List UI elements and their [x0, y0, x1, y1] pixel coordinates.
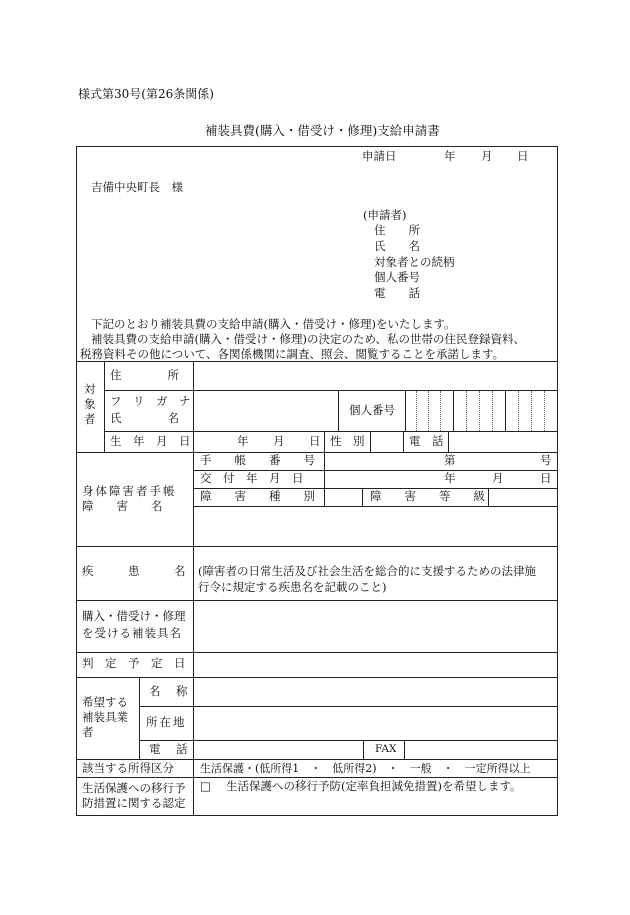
subject-phone-label: 電 話: [409, 434, 444, 448]
subject-label-2: 象: [84, 397, 96, 411]
disability-grade-label: 障 害 等 級: [370, 489, 485, 503]
birth-day: 日: [309, 434, 321, 448]
applicant-phone-label: 電 話: [374, 286, 420, 300]
vendor-label-2: 補装具業: [82, 710, 128, 724]
date-day: 日: [517, 149, 529, 163]
disability-type-label: 障 害 種 別: [200, 489, 315, 503]
applicant-relation-label: 対象者との続柄: [374, 255, 455, 269]
applicant-personal-number-label: 個人番号: [374, 270, 420, 284]
disease-note-2: 行令に規定する疾患名を記載のこと): [198, 580, 387, 594]
statement-line-2: 補装具費の支給申請(購入・借受け・修理)の決定のため、私の世帯の住民登録資料、: [91, 332, 526, 346]
device-label-2: を受ける補装具名: [82, 626, 182, 640]
disease-note-1: (障害者の日常生活及び社会生活を総合的に支援するための法律施: [198, 564, 536, 578]
issue-month: 月: [492, 471, 504, 485]
subject-sex-label: 性 別: [330, 434, 365, 448]
applicant-name-label: 氏 名: [374, 239, 420, 253]
disability-name-label: 障 害 名: [82, 499, 163, 513]
welfare-label-1: 生活保護への移行予: [82, 781, 186, 795]
birth-year: 年: [237, 434, 249, 448]
handbook-number-suffix: 号: [540, 453, 552, 467]
date-label: 申請日: [362, 149, 397, 163]
subject-name-label: 氏 名: [110, 411, 179, 425]
date-month: 月: [481, 149, 493, 163]
form-number: 様式第30号(第26条関係): [78, 87, 214, 101]
subject-label-3: 者: [84, 412, 96, 426]
subject-furigana-label: フ リ ガ ナ: [110, 394, 191, 408]
subject-personal-number-label: 個人番号: [349, 403, 395, 417]
welfare-checkbox[interactable]: □: [200, 779, 211, 793]
applicant-address-label: 住 所: [374, 223, 420, 237]
handbook-label: 身体障害者手帳: [82, 484, 177, 498]
welfare-checkbox-text: 生活保護への移行予防(定率負担減免措置)を希望します。: [226, 779, 522, 793]
addressee: 吉備中央町長 様: [91, 180, 183, 194]
issue-date-label: 交 付 年 月 日: [200, 471, 304, 485]
device-label-1: 購入・借受け・修理: [82, 609, 186, 623]
date-year: 年: [444, 149, 456, 163]
subject-address-label: 住 所: [110, 368, 179, 382]
vendor-fax-label: FAX: [375, 743, 397, 755]
statement-line-1: 下記のとおり補装具費の支給申請(購入・借受け・修理)をいたします。: [91, 317, 456, 331]
disease-label: 疾 患 名: [82, 564, 186, 578]
vendor-label-1: 希望する: [82, 695, 128, 709]
applicant-heading: (申請者): [363, 208, 407, 222]
subject-label-1: 対: [84, 382, 96, 396]
vendor-label-3: 者: [82, 725, 94, 739]
welfare-label-2: 防措置に関する認定: [82, 796, 186, 810]
handbook-number-prefix: 第: [444, 453, 456, 467]
income-category-label: 該当する所得区分: [82, 761, 174, 775]
issue-year: 年: [444, 471, 456, 485]
judgment-date-label: 判 定 予 定 日: [82, 656, 186, 670]
birth-month: 月: [273, 434, 285, 448]
issue-day: 日: [540, 471, 552, 485]
vendor-location-label: 所在地: [146, 715, 187, 729]
income-category-options: 生活保護・(低所得1 ・ 低所得2) ・ 一般 ・ 一定所得以上: [200, 762, 531, 775]
vendor-phone-label: 電 話: [149, 742, 190, 756]
statement-line-3: 税務資料その他について、各関係機関に調査、照会、閲覧することを承諾します。: [80, 347, 505, 361]
form-title: 補装具費(購入・借受け・修理)支給申請書: [205, 123, 440, 138]
handbook-number-label: 手 帳 番 号: [200, 453, 315, 467]
subject-birthdate-label: 生 年 月 日: [110, 434, 191, 448]
vendor-name-label: 名 称: [149, 684, 190, 698]
